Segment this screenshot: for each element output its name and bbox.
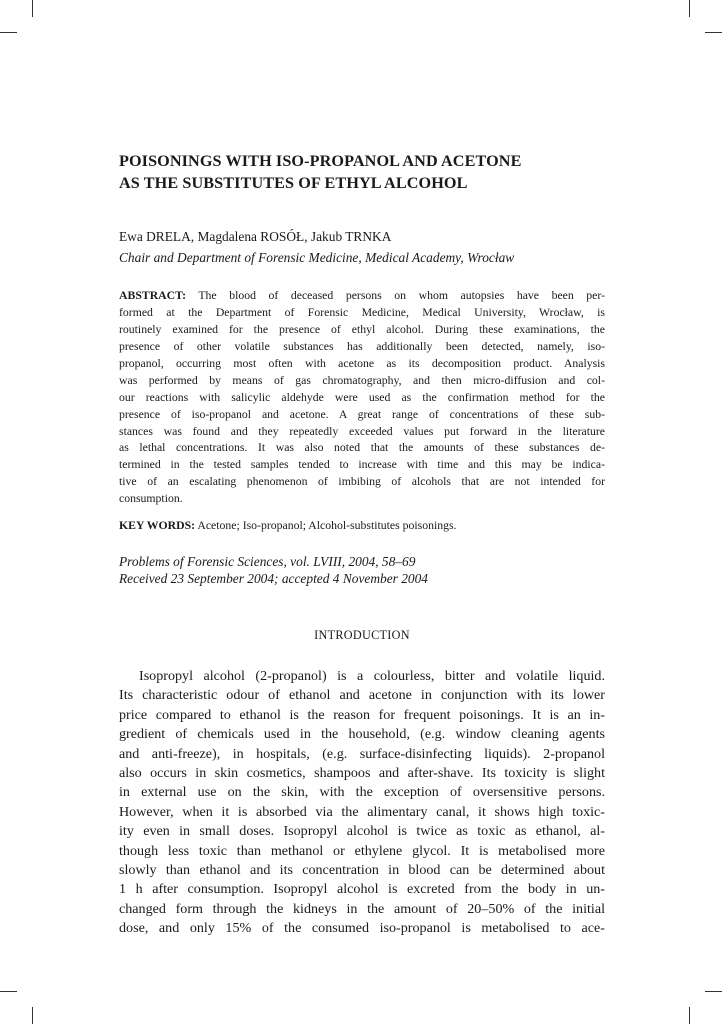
body-line: slowly than ethanol and its concentration in blood can be determined about bbox=[119, 862, 605, 879]
abstract-line: presence of other volatile substances has additionally been detected, namely, iso- bbox=[119, 339, 605, 353]
crop-mark-bottom-left-h bbox=[0, 991, 17, 992]
paper-title bbox=[119, 150, 605, 194]
crop-mark-top-left-h bbox=[0, 32, 17, 33]
abstract-line: tive of an escalating phenomenon of imbibing of alcohols that are not intended for bbox=[119, 475, 605, 489]
abstract-line: stances was found and they repeatedly exceeded values put forward in the literature bbox=[119, 424, 605, 438]
title-line: POISONINGS WITH ISO-PROPANOL AND ACETONE bbox=[119, 152, 522, 170]
keywords bbox=[119, 517, 456, 534]
abstract-line bbox=[119, 288, 605, 305]
abstract-line: presence of iso-propanol and acetone. A great range of concentrations of these sub- bbox=[119, 407, 605, 421]
body-line: in external use on the skin, with the exception of oversensitive persons. bbox=[119, 784, 605, 801]
abstract-line: was performed by means of gas chromatography, and then micro-diffusion and col- bbox=[119, 373, 605, 387]
abstract-line: our reactions with salicylic aldehyde were used as the confirmation method for the bbox=[119, 390, 605, 404]
body-line: 1 h after consumption. Isopropyl alcohol is excreted from the body in un- bbox=[119, 881, 605, 898]
abstract-line: formed at the Department of Forensic Medicine, Medical University, Wrocław, is bbox=[119, 305, 605, 319]
title-line: AS THE SUBSTITUTES OF ETHYL ALCOHOL bbox=[119, 174, 468, 192]
crop-mark-top-right bbox=[689, 0, 690, 17]
crop-mark-bottom-left bbox=[32, 1007, 33, 1024]
abstract-line: routinely examined for the presence of ethyl alcohol. During these examinations, the bbox=[119, 322, 605, 336]
abstract-label: ABSTRACT: bbox=[119, 289, 187, 302]
body-line: and anti-freeze), in hospitals, (e.g. surface-disinfecting liquids). 2-propanol bbox=[119, 745, 605, 762]
body-line: though less toxic than methanol or ethylene glycol. It is metabolised more bbox=[119, 842, 605, 859]
abstract-line: propanol, occurring most often with acetone as its decomposition product. Analysis bbox=[119, 356, 605, 370]
crop-mark-bottom-right bbox=[689, 1007, 690, 1024]
body-line: gredient of chemicals used in the household, (e.g. window cleaning agents bbox=[119, 726, 605, 743]
keywords-text: Acetone; Iso-propanol; Alcohol-substitutes poisonings. bbox=[195, 519, 457, 532]
crop-mark-bottom-right-h bbox=[705, 991, 722, 992]
body-paragraph bbox=[119, 667, 605, 939]
body-line: However, when it is absorbed via the alimentary canal, it shows high toxic- bbox=[119, 803, 605, 820]
keywords-label: KEY WORDS: bbox=[119, 519, 196, 532]
abstract-line: termined in the tested samples tended to increase with time and this may be indica- bbox=[119, 458, 605, 472]
citation-line: Received 23 September 2004; accepted 4 November 2004 bbox=[119, 571, 428, 586]
body-line: dose, and only 15% of the consumed iso-propanol is metabolised to ace- bbox=[119, 920, 605, 937]
body-line: Isopropyl alcohol (2-propanol) is a colourless, bitter and volatile liquid. bbox=[139, 668, 605, 684]
citation-line: Problems of Forensic Sciences, vol. LVIII, 2004, 58–69 bbox=[119, 554, 416, 569]
body-line: Its characteristic odour of ethanol and acetone in conjunction with its lower bbox=[119, 687, 605, 704]
abstract-line: as lethal concentrations. It was also noted that the amounts of these substances de- bbox=[119, 441, 605, 455]
crop-mark-top-left bbox=[32, 0, 33, 17]
body-line: ity even in small doses. Isopropyl alcohol is twice as toxic as ethanol, al- bbox=[119, 823, 605, 840]
citation bbox=[119, 553, 428, 587]
crop-mark-top-right-h bbox=[705, 32, 722, 33]
body-line: price compared to ethanol is the reason for frequent poisonings. It is an in- bbox=[119, 706, 605, 723]
abstract bbox=[119, 288, 605, 508]
body-line: changed form through the kidneys in the amount of 20–50% of the initial bbox=[119, 900, 605, 917]
body-line: also occurs in skin cosmetics, shampoos and after-shave. Its toxicity is slight bbox=[119, 765, 605, 782]
abstract-line: consumption. bbox=[119, 492, 183, 506]
affiliation: Chair and Department of Forensic Medicine, Medical Academy, Wrocław bbox=[119, 250, 515, 265]
abstract-text: The blood of deceased persons on whom autopsies have been per- bbox=[186, 289, 605, 302]
authors: Ewa DRELA, Magdalena ROSÓŁ, Jakub TRNKA bbox=[119, 229, 392, 244]
section-heading: INTRODUCTION bbox=[314, 628, 410, 642]
